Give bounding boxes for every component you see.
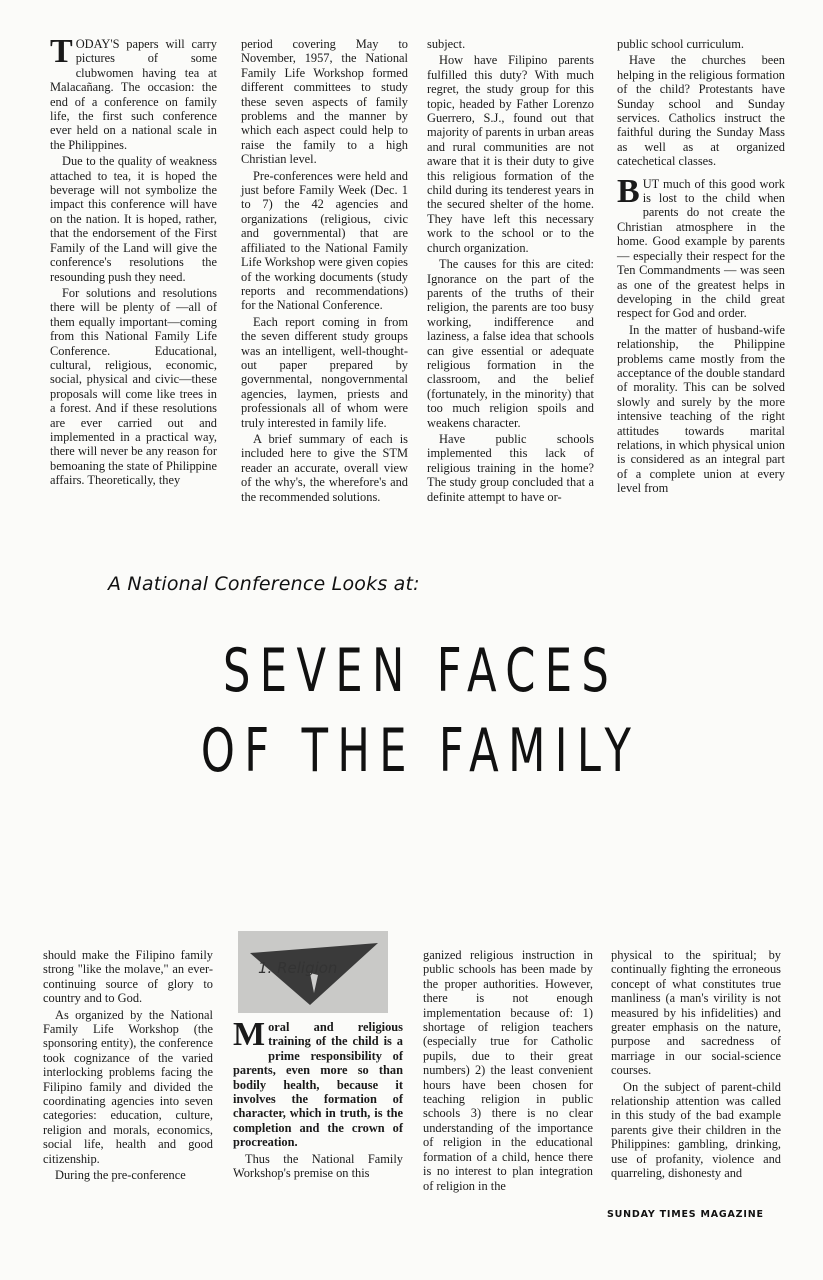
paragraph: BUT much of this good work is lost to the child when parents do not create the Christian atmosphere in the home. Good example by parents — especially their respect for the Ten Commandments — was seen as one of the greatest helps in developing in the child great respect for God and order.	[617, 172, 785, 321]
paragraph: As organized by the National Family Life Workshop (the sponsoring entity), the conference took cognizance of the varied interlocking problems facing the Filipino family and divided the coordinating agencies into seven categories: education, culture, religion and morals, economics, social life, health and good citizenship.	[43, 1007, 213, 1166]
paragraph: Thus the National Family Workshop's premise on this	[233, 1151, 403, 1181]
drop-cap: B	[617, 172, 640, 210]
headline-line-1: SEVEN FACES	[223, 636, 619, 706]
paragraph: period covering May to November, 1957, the National Family Life Workshop formed different committees to study these seven aspects of family problems and the manner by which each aspect could help to raise the family to a high Christian level.	[241, 37, 408, 167]
paragraph: Pre-conferences were held and just before Family Week (Dec. 1 to 7) the 42 agencies and organizations (religious, civic and governmental) that are affiliated to the National Family Life Workshop were given copies of the working documents (study reports and recommendations) for the National Conference.	[241, 168, 408, 313]
paragraph: A brief summary of each is included here to give the STM reader an accurate, overall view of the why's, the wherefore's and the recommended solutions.	[241, 431, 408, 504]
paragraph: TODAY'S papers will carry pictures of some clubwomen having tea at Malacañang. The occasion: the end of a conference on family life, the first such conference ever held on a national scale in the Philippines.	[50, 33, 217, 152]
paragraph: public school curriculum.	[617, 37, 744, 51]
paragraph: subject.	[427, 37, 466, 51]
top-column-3	[427, 37, 594, 506]
paragraph: On the subject of parent-child relationship attention was called in this study of the bad example parents give their children in the Philippines: gambling, drinking, use of profanity, violence and quarreling, dishonesty and	[611, 1079, 781, 1181]
paragraph: ganized religious instruction in public schools has been made by the proper authorities. However, there is not enough implementation because of: 1) shortage of religion teachers (especially true for Catholic pupils, due to their great numbers) 2) the least convenient hours have been chosen for teaching religion in public schools 3) there is no clear understanding of the importance of religion in the educational formation of a child, hence there is no interest to plan integration of religion in the	[423, 948, 593, 1193]
paragraph: Have the churches been helping in the religious formation of the child? Protestants have Sunday school and Sunday services. Catholics instruct the faithful during the Sunday Mass as well as at organized catechetical classes.	[617, 53, 785, 169]
paragraph: In the matter of husband-wife relationship, the Philippine problems came mostly from the acceptance of the double standard of morality. This can be solved slowly and surely by the more intensive teaching of the right attitudes towards marital relations, in which physical union is considered as an integral part of a complete union at every level from	[617, 322, 785, 496]
bottom-column-2	[233, 1016, 403, 1182]
top-column-4	[617, 37, 785, 498]
lead-paragraph: Moral and religious training of the child is a prime responsibility of parents, even more so than bodily health, because it involves the formation of character, which in truth, is the completion and the crown of procreation.	[233, 1016, 403, 1150]
paragraph: Have public schools implemented this lack of religious training in the home? The study group concluded that a definite attempt to have or-	[427, 431, 594, 504]
paragraph: During the pre-conference	[55, 1168, 186, 1183]
paragraph: Due to the quality of weakness attached to tea, it is hoped the beverage will not symbolize the impact this conference will have on the nation. It is hoped, rather, that the endorsement of the First Family of the Land will give the conference's resolutions the resounding push they need.	[50, 154, 217, 284]
paragraph: should make the Filipino family strong "like the molave," an ever-continuing source of glory to country and to God.	[43, 948, 213, 1006]
top-column-1	[50, 33, 217, 490]
paragraph: How have Filipino parents fulfilled this duty? With much regret, the study group for this topic, headed by Father Lorenzo Guerrero, S.J., found out that majority of parents in urban areas and rural communities are not aware that it is their duty to give this religious formation of the child during its tenderest years in the secured shelter of the home. They have left this necessary work to the school or to the church organization.	[427, 53, 594, 255]
drop-cap: T	[50, 33, 73, 70]
top-column-2	[241, 37, 408, 506]
bottom-column-4	[611, 948, 781, 1183]
drop-cap: M	[233, 1016, 266, 1053]
kicker-heading: A National Conference Looks at:	[108, 573, 420, 595]
paragraph: For solutions and resolutions there will be plenty of —all of them equally important—coming from this National Family Life Conference. Educational, cultural, religious, economic, social, physical and civic—these proposals will come like trees in a forest. And if these resolutions are ever carried out and implemented in a practical way, there will never be any reason for bemoaning the state of Philippine affairs. Theoretically, they	[50, 285, 217, 488]
bottom-column-1	[43, 948, 213, 1185]
paragraph: Each report coming in from the seven different study groups was an intelligent, well-thought-out paper prepared by governmental, nongovernmental agencies, laymen, priests and professionals all of whom were truly interested in family life.	[241, 314, 408, 430]
section-illustration	[238, 931, 388, 1013]
bottom-column-3	[423, 948, 593, 1195]
paragraph: The causes for this are cited: Ignorance on the part of the parents of the truths of their religion, the parents are too busy working, indifference and laziness, a false idea that schools can give essential or adequate religious formation in the classroom, and the belief (fortunately, in the minority) that too much religion spoils and weakens character.	[427, 257, 594, 430]
paragraph: physical to the spiritual; by continually fighting the erroneous concept of what constitutes true manliness (a man's virility is not measured by his infidelities) and greater emphasis on the nature, purpose and sacredness of marriage in our social-science courses.	[611, 948, 781, 1078]
section-label: 1. Religion	[258, 959, 338, 977]
publication-footer: SUNDAY TIMES MAGAZINE	[607, 1209, 764, 1220]
headline-line-2: OF THE FAMILY	[200, 716, 641, 786]
